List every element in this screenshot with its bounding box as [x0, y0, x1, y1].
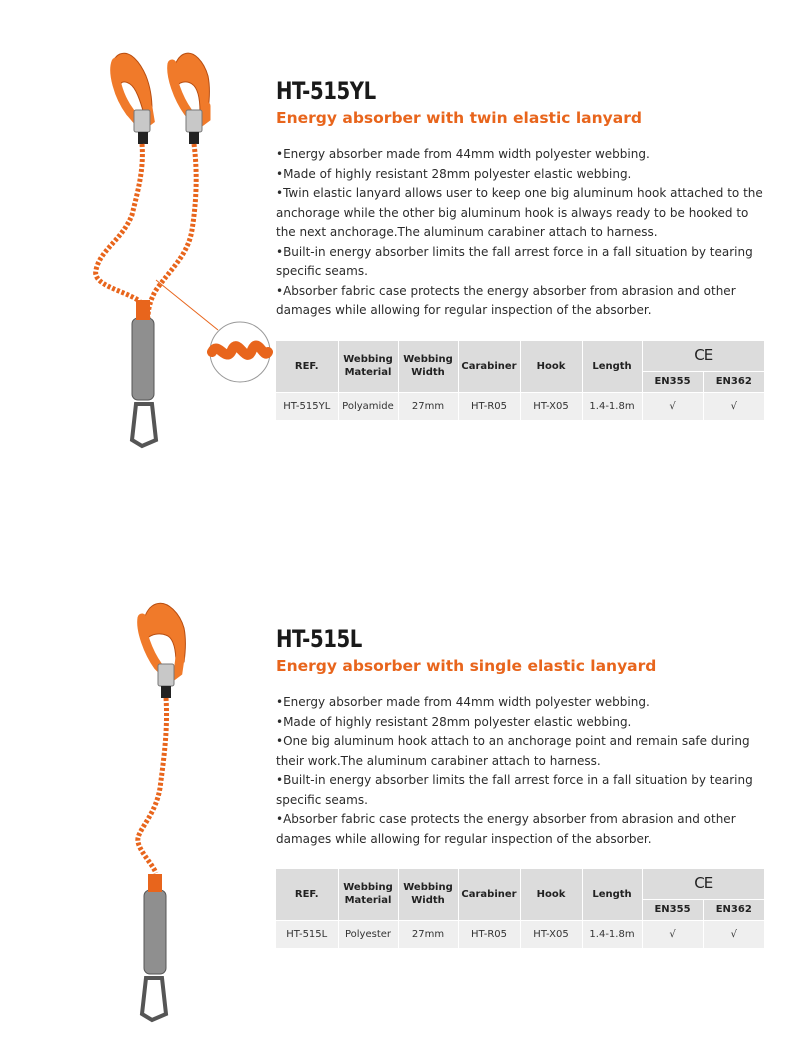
cell-en362: √ — [703, 392, 764, 420]
feature-item: •Absorber fabric case protects the energy absorber from abrasion and other damages while allowing for regular inspection of the absorber. — [276, 812, 736, 846]
product-section-single — [0, 548, 800, 1051]
cell-en362: √ — [703, 920, 764, 948]
header-en355: EN355 — [642, 899, 703, 920]
model-title: HT-515L — [276, 625, 362, 653]
header-hook: Hook — [520, 869, 582, 920]
header-ref: REF. — [276, 869, 338, 920]
cell-hook: HT-X05 — [520, 920, 582, 948]
twin-lanyard-illustration — [60, 0, 280, 500]
feature-item: •Built-in energy absorber limits the fall arrest force in a fall situation by tearing specific seams. — [276, 244, 753, 278]
product-section-twin — [0, 0, 800, 520]
cell-ref: HT-515L — [276, 920, 338, 948]
carabiner-icon — [142, 978, 166, 1020]
cell-width: 27mm — [398, 392, 458, 420]
header-hook: Hook — [520, 341, 582, 392]
product-content — [276, 624, 770, 849]
spec-table — [276, 869, 764, 948]
model-title: HT-515YL — [276, 77, 376, 105]
feature-item: •Made of highly resistant 28mm polyester elastic webbing. — [276, 166, 632, 181]
header-ref: REF. — [276, 341, 338, 392]
header-en355: EN355 — [642, 371, 703, 392]
single-lanyard-image — [60, 548, 280, 1028]
absorber-pouch — [144, 890, 166, 974]
header-carabiner: Carabiner — [458, 341, 520, 392]
table-row — [276, 920, 764, 948]
feature-item: •One big aluminum hook attach to an anchorage point and remain safe during their work.The aluminum carabiner attach to harness. — [276, 734, 750, 768]
header-width: Webbing Width — [398, 869, 458, 920]
header-en362: EN362 — [703, 899, 764, 920]
absorber-pouch — [132, 318, 154, 400]
product-content — [276, 76, 770, 321]
cell-ref: HT-515YL — [276, 392, 338, 420]
cell-material: Polyamide — [338, 392, 398, 420]
cell-length: 1.4-1.8m — [582, 920, 642, 948]
ce-mark-icon: CE — [642, 341, 764, 371]
header-width: Webbing Width — [398, 341, 458, 392]
table-row — [276, 392, 764, 420]
right-hook-icon — [172, 53, 210, 144]
twin-lanyard-image — [60, 0, 280, 480]
product-subtitle: Energy absorber with twin elastic lanyard — [276, 109, 642, 127]
cell-en355: √ — [642, 392, 703, 420]
header-carabiner: Carabiner — [458, 869, 520, 920]
header-material: Webbing Material — [338, 341, 398, 392]
product-subtitle: Energy absorber with single elastic lanyard — [276, 657, 657, 675]
left-hook-icon — [112, 53, 152, 144]
feature-item: •Energy absorber made from 44mm width polyester webbing. — [276, 695, 650, 709]
carabiner-icon — [132, 404, 156, 446]
cell-length: 1.4-1.8m — [582, 392, 642, 420]
cell-carabiner: HT-R05 — [458, 392, 520, 420]
header-en362: EN362 — [703, 371, 764, 392]
header-length: Length — [582, 341, 642, 392]
cell-material: Polyester — [338, 920, 398, 948]
lanyard — [138, 698, 167, 873]
feature-item: •Twin elastic lanyard allows user to keep one big aluminum hook attached to the anchorage while the other big aluminum hook is always ready to be hooked to the next anchorage.The aluminum carabiner attach to harness. — [276, 186, 763, 239]
hook-icon — [142, 603, 186, 698]
feature-item: •Built-in energy absorber limits the fall arrest force in a fall situation by tearing specific seams. — [276, 773, 753, 807]
feature-item: •Absorber fabric case protects the energy absorber from abrasion and other damages while allowing for regular inspection of the absorber. — [276, 283, 736, 317]
ce-mark-icon: CE — [642, 869, 764, 899]
callout-line — [156, 280, 218, 330]
right-lanyard — [148, 144, 196, 318]
spec-table — [276, 341, 764, 420]
left-lanyard — [96, 144, 146, 318]
single-lanyard-illustration — [60, 548, 280, 1048]
feature-item: •Energy absorber made from 44mm width polyester webbing. — [276, 147, 650, 161]
feature-item: •Made of highly resistant 28mm polyester elastic webbing. — [276, 714, 632, 729]
feature-list — [276, 145, 770, 321]
cell-width: 27mm — [398, 920, 458, 948]
header-material: Webbing Material — [338, 869, 398, 920]
feature-list — [276, 693, 770, 849]
cell-en355: √ — [642, 920, 703, 948]
cell-carabiner: HT-R05 — [458, 920, 520, 948]
cell-hook: HT-X05 — [520, 392, 582, 420]
header-length: Length — [582, 869, 642, 920]
